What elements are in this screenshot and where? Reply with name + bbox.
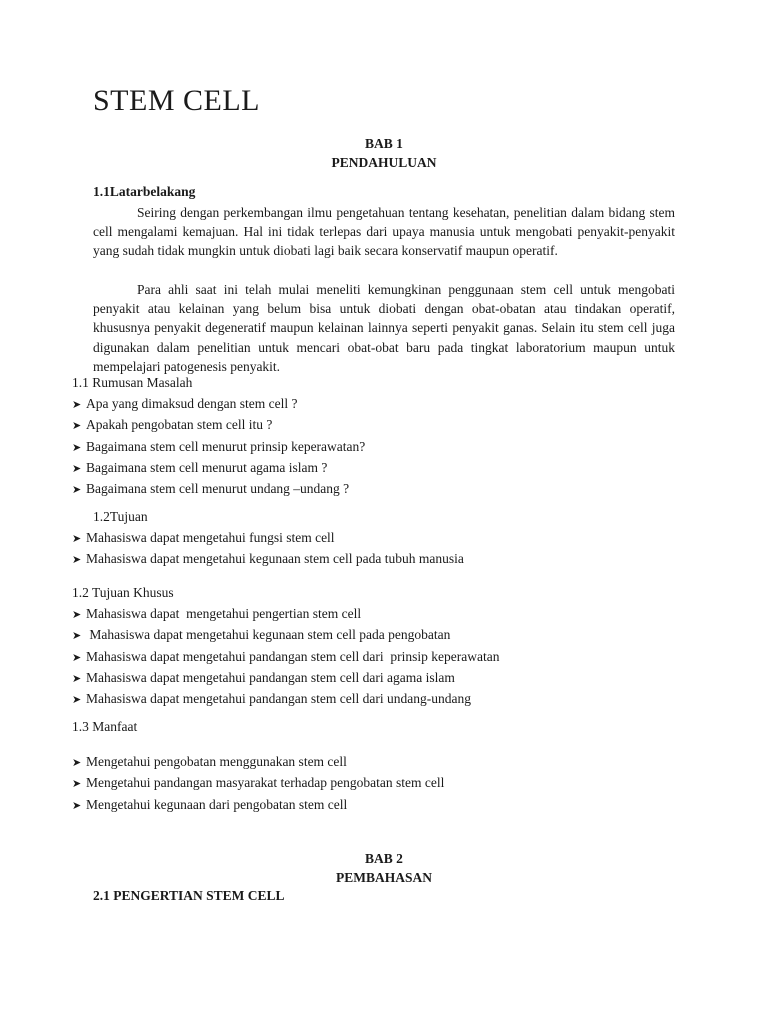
list-item: ➤ Mahasiswa dapat mengetahui kegunaan stem cell pada tubuh manusia: [72, 549, 464, 570]
list-item: ➤ Apa yang dimaksud dengan stem cell ?: [72, 394, 365, 415]
list-item: ➤ Mahasiswa dapat mengetahui pandangan stem cell dari agama islam: [72, 668, 499, 689]
arrow-bullet-icon: ➤: [72, 441, 82, 454]
arrow-bullet-icon: ➤: [72, 533, 82, 545]
arrow-bullet-icon: ➤: [72, 609, 82, 621]
tujuan-list: [72, 528, 464, 571]
list-item: ➤ Apakah pengobatan stem cell itu ?: [72, 415, 365, 436]
bab1-label: BAB 1: [365, 136, 403, 151]
list-item: ➤ Mahasiswa dapat mengetahui pandangan stem cell dari prinsip keperawatan: [72, 647, 499, 668]
document-title: STEM CELL: [93, 84, 260, 117]
bab2-label: BAB 2: [365, 851, 403, 866]
list-item: ➤ Mahasiswa dapat mengetahui kegunaan stem cell pada pengobatan: [72, 625, 499, 646]
arrow-bullet-icon: ➤: [72, 399, 82, 411]
list-item: ➤ Mengetahui pandangan masyarakat terhadap pengobatan stem cell: [72, 773, 444, 794]
rumusan-list: [72, 394, 365, 500]
list-item: ➤ Mengetahui pengobatan menggunakan stem cell: [72, 752, 444, 773]
bab2-heading: [0, 849, 768, 887]
bab2-name: PEMBAHASAN: [335, 870, 432, 885]
arrow-bullet-icon: ➤: [72, 694, 82, 707]
arrow-bullet-icon: ➤: [72, 757, 82, 769]
list-item: ➤ Mahasiswa dapat mengetahui fungsi stem cell: [72, 528, 464, 549]
tujuan-khusus-list: [72, 604, 499, 710]
list-item: ➤ Bagaimana stem cell menurut undang –undang ?: [72, 479, 365, 500]
list-item: ➤ Mengetahui kegunaan dari pengobatan stem cell: [72, 795, 444, 816]
latar-paragraph-1: Seiring dengan perkembangan ilmu pengetahuan tentang kesehatan, penelitian dalam bidang stem cell mengalami kemajuan. Hal ini tidak terlepas dari upaya manusia untuk mengobati penyakit-penyakit yang sudah tidak mungkin untuk diobati lagi baik secara konservatif maupun operatif.: [93, 205, 675, 259]
list-item: ➤ Mahasiswa dapat mengetahui pengertian stem cell: [72, 604, 499, 625]
manfaat-heading: 1.3 Manfaat: [72, 719, 138, 734]
arrow-bullet-icon: ➤: [72, 420, 82, 433]
rumusan-heading: 1.1 Rumusan Masalah: [72, 375, 193, 390]
arrow-bullet-icon: ➤: [72, 672, 82, 685]
tujuan-heading: 1.2Tujuan: [93, 509, 148, 524]
latar-heading: 1.1Latarbelakang: [93, 184, 196, 199]
pengertian-heading: 2.1 PENGERTIAN STEM CELL: [93, 888, 285, 903]
arrow-bullet-icon: ➤: [72, 554, 82, 567]
list-item: ➤ Mahasiswa dapat mengetahui pandangan stem cell dari undang-undang: [72, 689, 499, 710]
bab1-name: PENDAHULUAN: [331, 155, 437, 170]
arrow-bullet-icon: ➤: [72, 484, 82, 497]
bab1-heading: [0, 134, 768, 172]
arrow-bullet-icon: ➤: [72, 799, 82, 812]
manfaat-list: [72, 752, 444, 816]
tujuan-khusus-heading: 1.2 Tujuan Khusus: [72, 585, 174, 600]
arrow-bullet-icon: ➤: [72, 462, 82, 475]
latar-paragraph-2: Para ahli saat ini telah mulai meneliti kemungkinan penggunaan stem cell untuk mengobati penyakit atau kelainan yang belum bisa untuk diobati dengan obat-obatan atau tindakan operatif, khususnya penyakit degeneratif maupun kelainan lainnya seperti penyakit ganas. Selain itu stem cell juga digunakan dalam penelitian untuk mencari obat-obat baru pada tingkat laboratorium maupun untuk mempelajari patogenesis penyakit.: [93, 282, 675, 374]
list-item: ➤ Bagaimana stem cell menurut prinsip keperawatan?: [72, 437, 365, 458]
arrow-bullet-icon: ➤: [72, 651, 82, 664]
arrow-bullet-icon: ➤: [72, 778, 82, 791]
arrow-bullet-icon: ➤: [72, 630, 82, 643]
list-item: ➤ Bagaimana stem cell menurut agama islam ?: [72, 458, 365, 479]
